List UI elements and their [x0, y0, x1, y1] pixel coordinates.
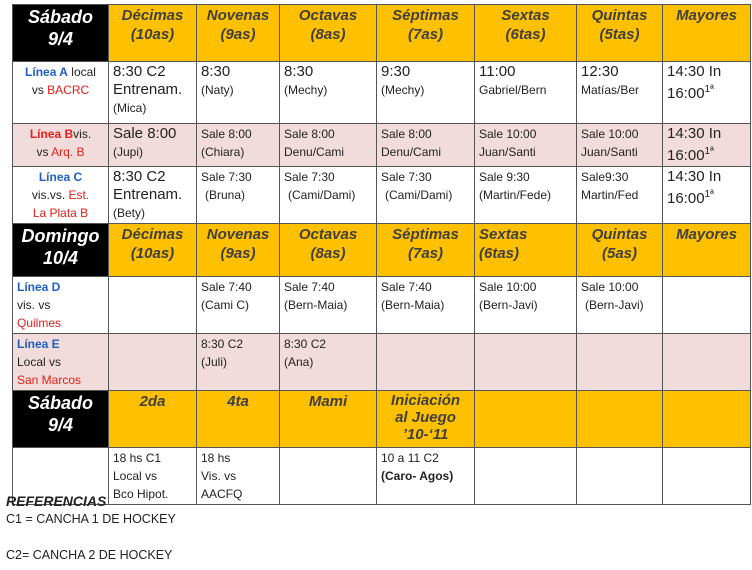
- line-c-row: [13, 167, 751, 224]
- rival-name: Arq. B: [51, 145, 85, 159]
- end-time: 16:00: [667, 147, 705, 164]
- vs-text: vs.: [49, 188, 66, 202]
- cell-time: 8:30 C2: [284, 337, 327, 351]
- cell-person: (Cami/Dami): [288, 188, 356, 202]
- header-name: 2da: [139, 393, 166, 410]
- cell-person: (Bety): [113, 206, 146, 220]
- cell-time: Sale 10:00: [479, 280, 537, 294]
- day-date: 10/4: [42, 248, 79, 268]
- header-novenas: [197, 224, 280, 277]
- cell-note: Vis. vs: [201, 469, 237, 483]
- line-d-novenas: [197, 277, 280, 334]
- line-name: Línea A: [25, 65, 68, 79]
- header-decimas: [109, 224, 197, 277]
- cell-end-time: [667, 186, 746, 208]
- header-sub: (9as): [220, 26, 256, 43]
- cell-person: (Mechy): [381, 83, 425, 97]
- cell-time: 14:30 In: [667, 168, 722, 185]
- header-mayores: [663, 224, 751, 277]
- line-d-mayores: [663, 277, 751, 334]
- cell-time: Sale9:30: [581, 170, 629, 184]
- header-name: Décimas: [121, 226, 184, 243]
- saturday2-empty-3: [663, 448, 751, 505]
- line-e-sextas: [475, 334, 577, 391]
- vs-text: vs: [31, 83, 44, 97]
- header-name: Mayores: [676, 7, 737, 24]
- line-c-octavas: [280, 167, 377, 224]
- home-away: vis.: [31, 188, 50, 202]
- rival-name-2: La Plata B: [32, 206, 89, 220]
- cell-rival: Bco Hipot.: [113, 487, 169, 501]
- cell-time: Sale 10:00: [479, 127, 537, 141]
- saturday2-empty-2: [577, 448, 663, 505]
- saturday2-4ta: [197, 448, 280, 505]
- cell-person: Denu/Cami: [381, 145, 442, 159]
- vs-text: vs: [36, 145, 49, 159]
- header-sub: (6tas): [479, 245, 520, 262]
- line-name: Línea D: [17, 280, 61, 294]
- line-b-row: [13, 124, 751, 167]
- cell-person: Matías/Ber: [581, 83, 640, 97]
- line-a-octavas: [280, 62, 377, 124]
- reference-c2: C2= CANCHA 2 DE HOCKEY: [6, 548, 173, 562]
- header-sub: (5as): [601, 245, 638, 262]
- cell-time: 10 a 11 C2: [381, 451, 439, 465]
- line-e-novenas: [197, 334, 280, 391]
- rival-name: Quilmes: [17, 316, 62, 330]
- cell-time: Sale 8:00: [113, 125, 177, 142]
- line-d-decimas: [109, 277, 197, 334]
- line-d-sextas: [475, 277, 577, 334]
- schedule-table: [12, 4, 751, 505]
- rival-name: Est.: [68, 188, 90, 202]
- cell-time: 14:30 In: [667, 63, 722, 80]
- header-2da: [109, 391, 197, 448]
- header-septimas: [377, 224, 475, 277]
- cell-person: (Bern-Javi): [479, 298, 538, 312]
- line-a-novenas: [197, 62, 280, 124]
- line-e-octavas: [280, 334, 377, 391]
- line-a-mayores: [663, 62, 751, 124]
- cell-time: Sale 7:30: [284, 170, 335, 184]
- line-b-label: [13, 124, 109, 167]
- cell-time: 18 hs C1: [113, 451, 162, 465]
- cell-person: Martin/Fed: [581, 188, 639, 202]
- references-section: [6, 492, 176, 564]
- cell-time: Sale 10:00: [581, 127, 639, 141]
- cell-time: 12:30: [581, 63, 619, 80]
- header-iniciacion: [377, 391, 475, 448]
- header-line-2: al Juego: [395, 409, 456, 426]
- header-name: Séptimas: [392, 226, 459, 243]
- cell-end-time: [667, 81, 746, 103]
- header-sub: (8as): [310, 245, 346, 262]
- line-c-label: [13, 167, 109, 224]
- line-c-septimas: [377, 167, 475, 224]
- header-line-3: ’10-‘11: [402, 426, 449, 443]
- header-sextas: [475, 5, 577, 62]
- line-name: Línea E: [17, 337, 60, 351]
- cell-person: (Caro- Agos): [381, 469, 454, 483]
- cell-person: (Martin/Fede): [479, 188, 552, 202]
- header-sub: (7as): [407, 245, 444, 262]
- cell-time: 8:30 C2: [201, 337, 244, 351]
- header-sub: (6tas): [505, 26, 546, 43]
- saturday2-mami: [280, 448, 377, 505]
- line-a-decimas: [109, 62, 197, 124]
- day-cell-saturday: [13, 5, 109, 62]
- saturday2-iniciacion: [377, 448, 475, 505]
- cell-time: Sale 8:00: [201, 127, 252, 141]
- line-c-decimas: [109, 167, 197, 224]
- cell-time: 8:30 C2: [113, 168, 166, 185]
- references-title: REFERENCIAS: [6, 493, 107, 509]
- cell-rival: AACFQ: [201, 487, 243, 501]
- line-b-mayores: [663, 124, 751, 167]
- header-name: Mami: [308, 393, 348, 410]
- header-mayores: [663, 5, 751, 62]
- end-time: 16:00: [667, 190, 705, 207]
- header-sub: (10as): [130, 26, 175, 43]
- day-name: Sábado: [27, 7, 93, 27]
- day-cell-saturday-2: [13, 391, 109, 448]
- cell-time: 8:30: [201, 63, 231, 80]
- line-name: Línea B: [29, 127, 74, 141]
- cell-time: Sale 9:30: [479, 170, 530, 184]
- cell-time: 18 hs: [201, 451, 231, 465]
- cell-end-time: [667, 143, 746, 165]
- cell-person: (Cami/Dami): [385, 188, 453, 202]
- vs-text: vs: [38, 298, 51, 312]
- header-name: Octavas: [298, 226, 358, 243]
- division-sup: 1ª: [704, 84, 714, 95]
- line-d-quintas: [577, 277, 663, 334]
- header-name: Octavas: [298, 7, 358, 24]
- cell-person: (Bern-Maia): [381, 298, 445, 312]
- line-c-mayores: [663, 167, 751, 224]
- header-line-1: Iniciación: [390, 392, 461, 409]
- cell-time: Sale 10:00: [581, 280, 639, 294]
- line-e-quintas: [577, 334, 663, 391]
- line-a-sextas: [475, 62, 577, 124]
- end-time: 16:00: [667, 85, 705, 102]
- header-decimas: [109, 5, 197, 62]
- line-d-row: [13, 277, 751, 334]
- header-sub: (7as): [407, 26, 444, 43]
- division-sup: 1ª: [704, 146, 714, 157]
- cell-time: Sale 7:30: [201, 170, 252, 184]
- cell-time: 9:30: [381, 63, 411, 80]
- cell-person: Juan/Santi: [479, 145, 536, 159]
- home-away: Local vs: [17, 355, 62, 369]
- cell-time: Sale 7:30: [381, 170, 432, 184]
- cell-person: (Jupi): [113, 145, 144, 159]
- day-date: 9/4: [47, 415, 74, 435]
- cell-time: Sale 7:40: [284, 280, 335, 294]
- header-name: Séptimas: [392, 7, 459, 24]
- cell-time: Sale 7:40: [381, 280, 432, 294]
- cell-time: 14:30 In: [667, 125, 722, 142]
- cell-person: Gabriel/Bern: [479, 83, 547, 97]
- header-name: Quintas: [591, 226, 648, 243]
- cell-time: 8:30 C2: [113, 63, 166, 80]
- reference-spacer: [6, 528, 176, 546]
- header-sub: (9as): [220, 245, 256, 262]
- day-date: 9/4: [47, 29, 74, 49]
- cell-person: (Juli): [201, 355, 227, 369]
- cell-note: Local vs: [113, 469, 158, 483]
- line-a-label: [13, 62, 109, 124]
- cell-person: (Mechy): [284, 83, 328, 97]
- home-away: vis.: [17, 298, 35, 312]
- saturday2-header-row: [13, 391, 751, 448]
- line-a-septimas: [377, 62, 475, 124]
- cell-person: (Ana): [284, 355, 314, 369]
- cell-person: (Bern-Maia): [284, 298, 348, 312]
- line-d-septimas: [377, 277, 475, 334]
- header-4ta: [197, 391, 280, 448]
- header-name: 4ta: [227, 393, 249, 410]
- header-name: Mayores: [676, 226, 737, 243]
- saturday2-empty-1: [475, 448, 577, 505]
- line-e-mayores: [663, 334, 751, 391]
- cell-person: (Naty): [201, 83, 234, 97]
- header-name: Sextas: [479, 226, 528, 243]
- header-name: Novenas: [206, 7, 270, 24]
- line-b-quintas: [577, 124, 663, 167]
- schedule-container: [12, 4, 751, 505]
- header-empty-1: [475, 391, 577, 448]
- cell-person: (Chiara): [201, 145, 245, 159]
- line-e-decimas: [109, 334, 197, 391]
- header-sextas: [475, 224, 577, 277]
- header-septimas: [377, 5, 475, 62]
- header-name: Décimas: [121, 7, 184, 24]
- cell-person: Juan/Santi: [581, 145, 638, 159]
- cell-time: 11:00: [479, 63, 516, 80]
- line-d-octavas: [280, 277, 377, 334]
- cell-person: Denu/Cami: [284, 145, 345, 159]
- header-sub: (8as): [310, 26, 346, 43]
- header-octavas: [280, 5, 377, 62]
- line-e-septimas: [377, 334, 475, 391]
- home-away: vis.: [73, 127, 92, 141]
- line-d-label: [13, 277, 109, 334]
- cell-person: (Mica): [113, 101, 147, 115]
- cell-person: (Cami C): [201, 298, 249, 312]
- header-empty-3: [663, 391, 751, 448]
- rival-name: San Marcos: [17, 373, 82, 387]
- header-name: Novenas: [206, 226, 270, 243]
- day-cell-sunday: [13, 224, 109, 277]
- home-away: local: [71, 65, 96, 79]
- cell-person: (Bruna): [205, 188, 246, 202]
- line-a-quintas: [577, 62, 663, 124]
- saturday-header-row: [13, 5, 751, 62]
- header-name: Sextas: [501, 7, 550, 24]
- header-novenas: [197, 5, 280, 62]
- cell-note: Entrenam.: [113, 81, 183, 98]
- cell-time: 8:30: [284, 63, 314, 80]
- reference-c1: C1 = CANCHA 1 DE HOCKEY: [6, 512, 176, 526]
- line-e-label: [13, 334, 109, 391]
- header-mami: [280, 391, 377, 448]
- cell-time: Sale 8:00: [284, 127, 335, 141]
- line-b-septimas: [377, 124, 475, 167]
- line-b-octavas: [280, 124, 377, 167]
- line-c-sextas: [475, 167, 577, 224]
- header-quintas: [577, 5, 663, 62]
- cell-time: Sale 8:00: [381, 127, 432, 141]
- day-name: Domingo: [21, 226, 100, 246]
- rival-name: BACRC: [47, 83, 90, 97]
- header-quintas: [577, 224, 663, 277]
- line-c-novenas: [197, 167, 280, 224]
- line-b-sextas: [475, 124, 577, 167]
- line-b-novenas: [197, 124, 280, 167]
- division-sup: 1ª: [704, 189, 714, 200]
- header-octavas: [280, 224, 377, 277]
- header-name: Quintas: [591, 7, 648, 24]
- line-c-quintas: [577, 167, 663, 224]
- header-empty-2: [577, 391, 663, 448]
- line-a-row: [13, 62, 751, 124]
- cell-time: Sale 7:40: [201, 280, 252, 294]
- line-b-decimas: [109, 124, 197, 167]
- cell-note: Entrenam.: [113, 186, 183, 203]
- sunday-header-row: [13, 224, 751, 277]
- header-sub: (5tas): [599, 26, 640, 43]
- cell-person: (Bern-Javi): [585, 298, 644, 312]
- day-name: Sábado: [27, 393, 93, 413]
- line-name: Línea C: [38, 170, 83, 184]
- header-sub: (10as): [130, 245, 175, 262]
- line-e-row: [13, 334, 751, 391]
